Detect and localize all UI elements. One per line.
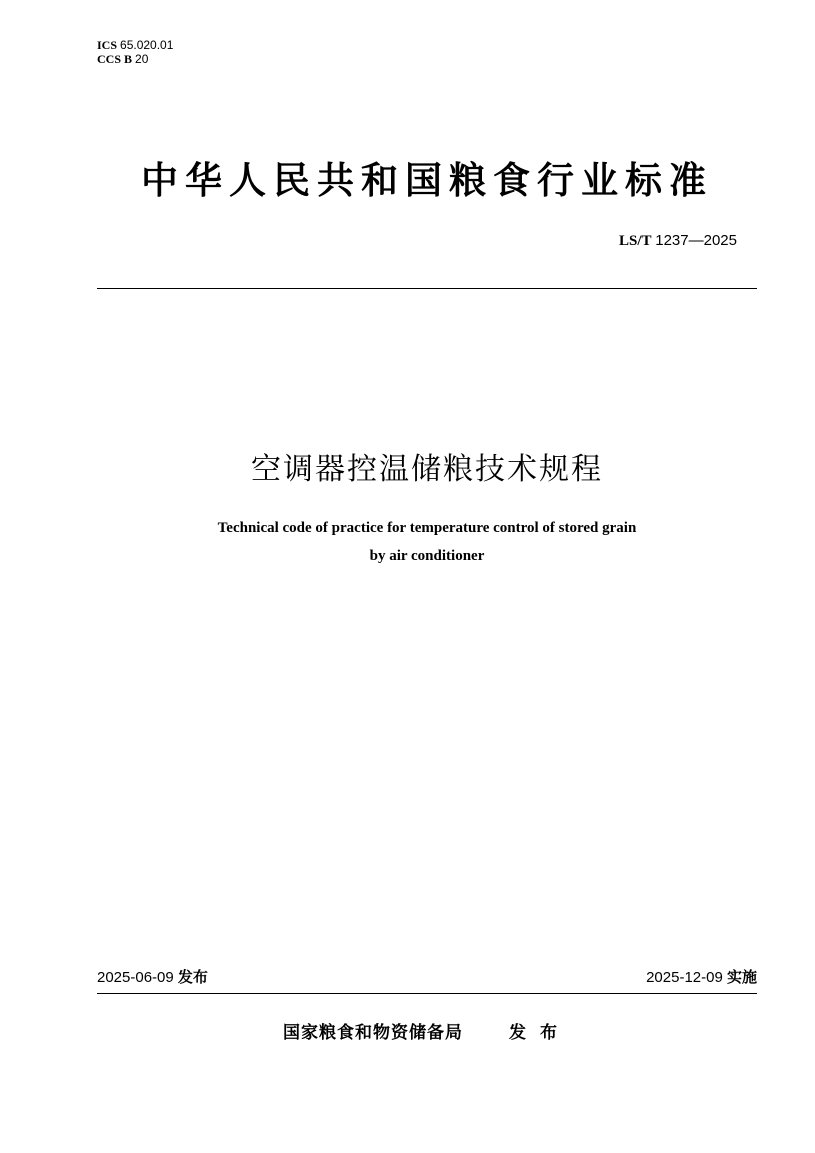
issue-word: 发布 xyxy=(177,968,208,986)
standard-number-prefix: LS/T xyxy=(618,233,652,249)
publisher-action: 发布 xyxy=(508,1023,571,1043)
standard-number xyxy=(619,232,737,250)
implementation-date: 2025-12-09 xyxy=(646,969,723,986)
classification-block xyxy=(97,38,173,66)
document-title-en-line-1: Technical code of practice for temperature control of stored grain xyxy=(217,520,637,536)
standard-title: 中华人民共和国粮食行业标准 xyxy=(141,159,713,202)
publisher-line xyxy=(97,1018,757,1043)
document-title-cn: 空调器控温储粮技术规程 xyxy=(251,452,603,487)
ics-row xyxy=(97,38,173,52)
implementation-date-block xyxy=(646,966,757,987)
document-title-en-line-2: by air conditioner xyxy=(369,548,485,564)
ccs-label: CCS xyxy=(97,52,122,66)
ics-value: 65.020.01 xyxy=(120,38,174,52)
ics-label: ICS xyxy=(97,38,118,52)
dates-row xyxy=(97,966,757,988)
publisher-organization: 国家粮食和物资储备局 xyxy=(283,1023,464,1043)
standard-number-value: 1237—2025 xyxy=(655,232,737,249)
issue-date: 2025-06-09 xyxy=(97,969,174,986)
top-divider xyxy=(97,288,757,289)
ccs-value: 20 xyxy=(135,52,149,66)
bottom-divider xyxy=(97,993,757,994)
document-title-en xyxy=(97,514,757,570)
implementation-word: 实施 xyxy=(726,968,757,986)
ccs-row xyxy=(97,52,173,66)
issue-date-block xyxy=(97,966,208,987)
ccs-code: B xyxy=(124,52,133,66)
